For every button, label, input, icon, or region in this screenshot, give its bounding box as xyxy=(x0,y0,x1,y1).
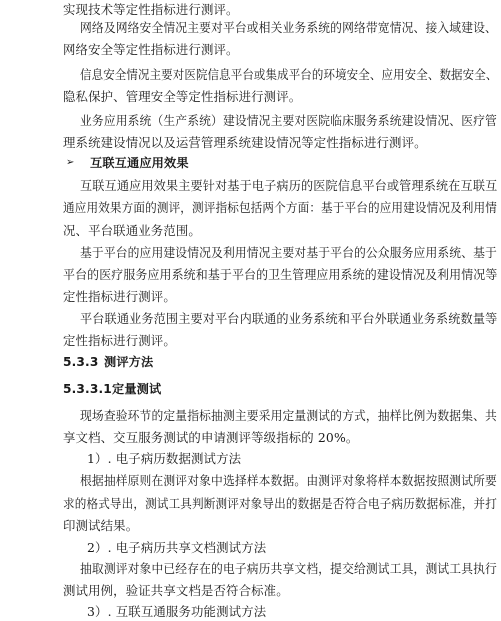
paragraph-line: 享文档、交互服务测试的申请测评等级指标的 20%。 xyxy=(63,430,359,445)
section-title: 测评方法 xyxy=(104,355,154,369)
section-number: 5.3.3 xyxy=(63,355,99,369)
paragraph-line: 互联互通应用效果主要针对基于电子病历的医院信息平台或管理系统在互联互 xyxy=(80,178,498,193)
section-heading: 互联互通应用效果 xyxy=(90,156,189,170)
paragraph-line: 现场查验环节的定量指标抽测主要采用定量测试的方式，抽样比例为数据集、共 xyxy=(80,408,497,423)
paragraph-line: 理系统建设情况以及运营管理系统建设情况等定性指标进行测评。 xyxy=(63,135,427,150)
paragraph-line: 业务应用系统（生产系统）建设情况主要对医院临床服务系统建设情况、医疗管 xyxy=(80,113,497,128)
paragraph-line: 印测试结果。 xyxy=(63,518,139,533)
paragraph-line: 平台联通业务范围主要对平台内联通的业务系统和平台外联通业务系统数量等 xyxy=(80,311,498,326)
paragraph-line: 求的格式导出，测试工具判断测评对象导出的数据是否符合电子病历数据标准，并打 xyxy=(63,496,497,511)
paragraph-line: 网络及网络安全情况主要对平台或相关业务系统的网络带宽情况、接入域建设、 xyxy=(80,20,497,35)
bullet-arrow-icon: ➢ xyxy=(66,157,75,168)
paragraph-line: 网络安全等定性指标进行测评。 xyxy=(63,42,239,57)
list-item-heading: 2）. 电子病历共享文档测试方法 xyxy=(87,540,267,555)
subsection-title: 定量测试 xyxy=(112,382,162,396)
subsection-number: 5.3.3.1 xyxy=(63,382,112,396)
list-item-heading: 3）. 互联互通服务功能测试方法 xyxy=(87,604,267,619)
paragraph-line: 信息安全情况主要对医院信息平台或集成平台的环境安全、应用安全、数据安全、 xyxy=(80,67,498,82)
paragraph-line: 平台的医疗服务应用系统和基于平台的卫生管理应用系统的建设情况及利用情况等 xyxy=(63,267,498,282)
paragraph-line: 况、平台联通业务范围。 xyxy=(63,223,201,238)
paragraph-line: 基于平台的应用建设情况及利用情况主要对基于平台的公众服务应用系统、基于 xyxy=(80,245,497,260)
paragraph-line: 定性指标进行测评。 xyxy=(63,333,176,348)
paragraph-line: 通应用效果方面的测评，测评指标包括两个方面：基于平台的应用建设情况及利用情 xyxy=(63,200,497,215)
paragraph-line: 测试用例，验证共享文档是否符合标准。 xyxy=(63,583,289,598)
list-item-heading: 1）. 电子病历数据测试方法 xyxy=(87,451,242,466)
paragraph-line: 实现技术等定性指标进行测评。 xyxy=(63,2,239,17)
paragraph-line: 根据抽样原则在测评对象中选择样本数据。由测评对象将样本数据按照测试所要 xyxy=(80,473,497,488)
paragraph-line: 隐私保护、管理安全等定性指标进行测评。 xyxy=(63,89,302,104)
paragraph-line: 抽取测评对象中已经存在的电子病历共享文档，提交给测试工具，测试工具执行 xyxy=(80,561,497,576)
paragraph-line: 定性指标进行测评。 xyxy=(63,289,176,304)
